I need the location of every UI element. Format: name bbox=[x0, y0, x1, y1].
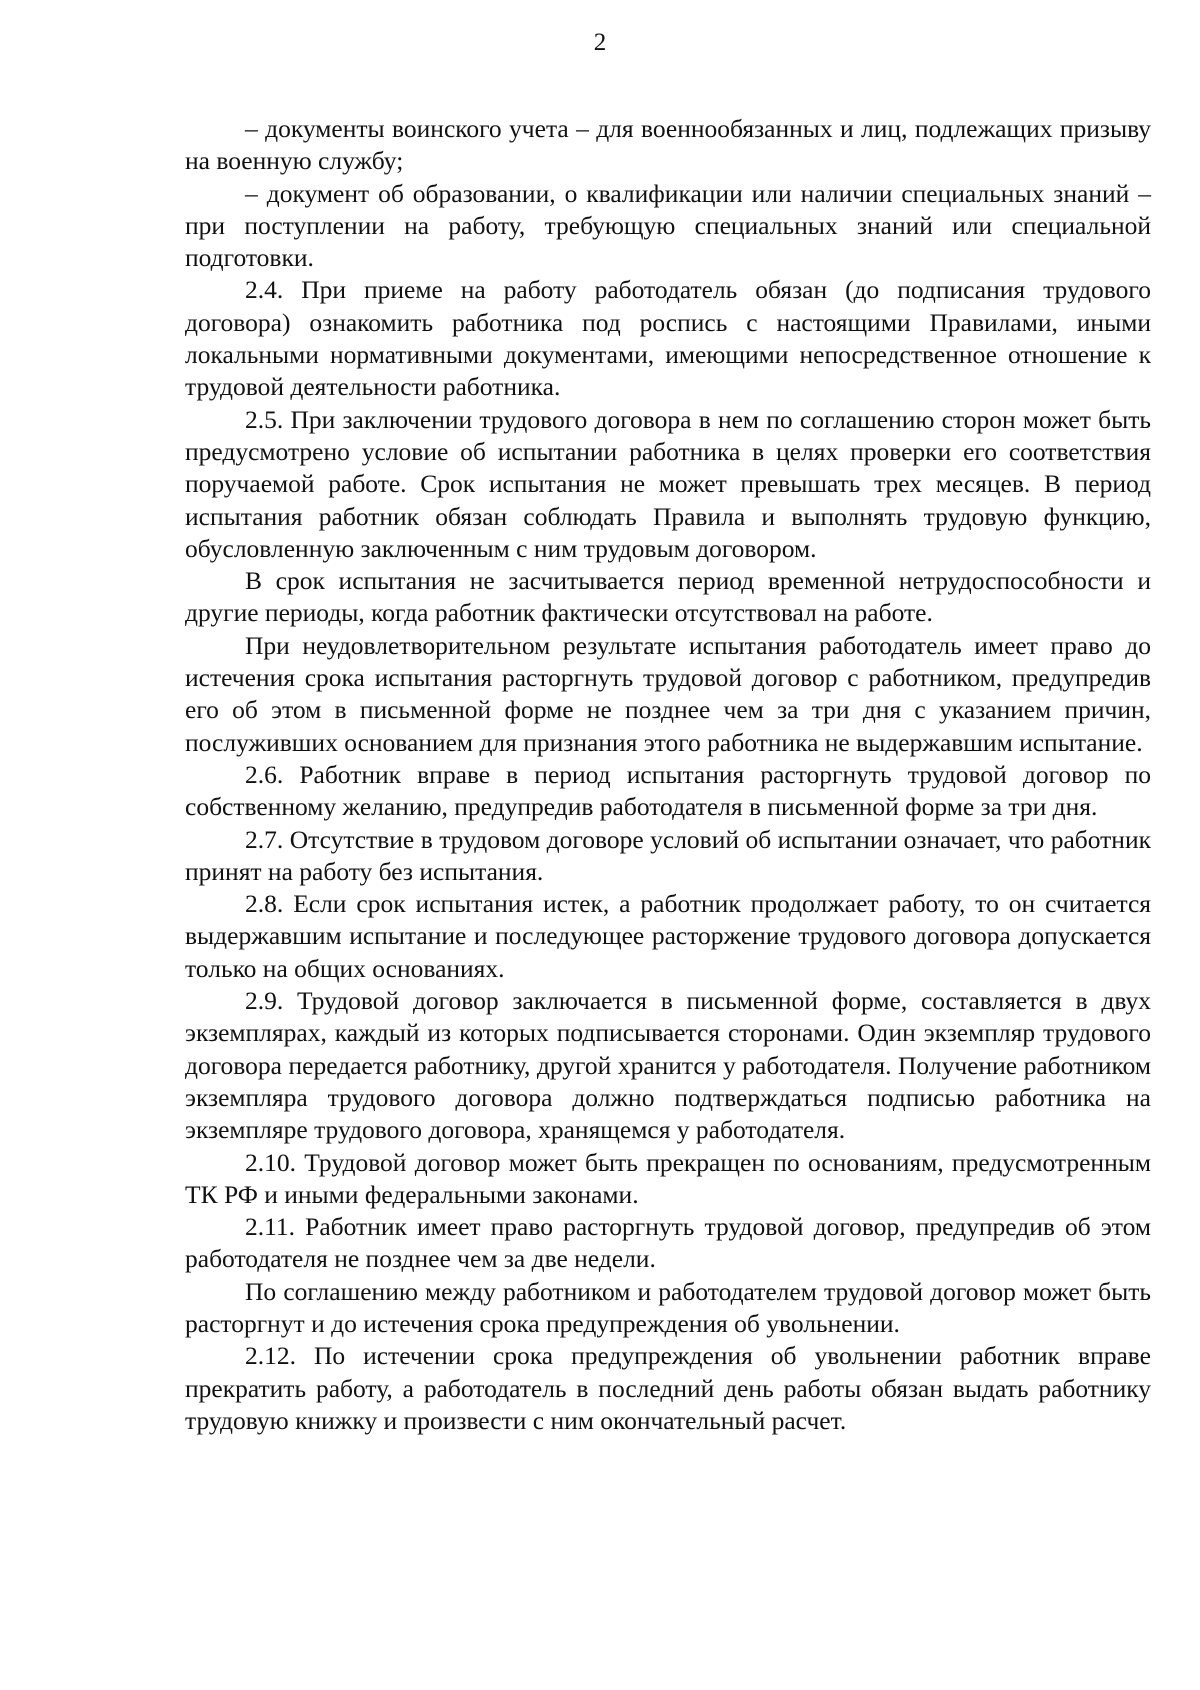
paragraph-2-6: 2.6. Работник вправе в период испытания расторгнуть трудовой договор по собственному желанию, предупредив работодателя в письменной форме за три дня. bbox=[185, 759, 1151, 822]
paragraph-2-5: 2.5. При заключении трудового договора в нем по соглашению сторон может быть предусмотрено условие об испытании работника в целях проверки его соответствия поручаемой работе. Срок испытания не может превышать трех месяцев. В период испытания работник обязан соблюдать Правила и выполнять трудовую функцию, обусловленную заключенным с ним трудовым договором. bbox=[185, 404, 1151, 563]
paragraph-2-9: 2.9. Трудовой договор заключается в письменной форме, составляется в двух экземплярах, каждый из которых подписывается сторонами. Один экземпляр трудового договора передается работнику, другой хранится у работодателя. Получение работником экземпляра трудового договора должно подтверждаться подписью работника на экземпляре трудового договора, хранящемся у работодателя. bbox=[185, 986, 1151, 1145]
document-body bbox=[185, 113, 1151, 1437]
paragraph-mutual-agreement: По соглашению между работником и работодателем трудовой договор может быть расторгнут и до истечения срока предупреждения об увольнении. bbox=[185, 1276, 1151, 1338]
paragraph-2-10: 2.10. Трудовой договор может быть прекращен по основаниям, предусмотренным ТК РФ и иными федеральными законами. bbox=[185, 1147, 1151, 1209]
paragraph-military-documents: – документы воинского учета – для военнообязанных и лиц, подлежащих призыву на военную службу; bbox=[185, 114, 1151, 176]
paragraph-2-8: 2.8. Если срок испытания истек, а работник продолжает работу, то он считается выдержавшим испытание и последующее расторжение трудового договора допускается только на общих основаниях. bbox=[185, 889, 1151, 983]
paragraph-2-12: 2.12. По истечении срока предупреждения об увольнении работник вправе прекратить работу, а работодатель в последний день работы обязан выдать работнику трудовую книжку и произвести с ним окончательный расчет. bbox=[185, 1341, 1151, 1435]
paragraph-education-documents: – документ об образовании, о квалификации или наличии специальных знаний – при поступлении на работу, требующую специальных знаний или специальной подготовки. bbox=[185, 178, 1151, 273]
page-number: 2 bbox=[593, 29, 607, 56]
paragraph-2-4: 2.4. При приеме на работу работодатель обязан (до подписания трудового договора) ознакомить работника под роспись с настоящими Правилами, иными локальными нормативными документами, имеющими непосредственное отношение к трудовой деятельности работника. bbox=[185, 275, 1151, 402]
paragraph-probation-exclusions: В срок испытания не засчитывается период временной нетрудоспособности и другие периоды, когда работник фактически отсутствовал на работе. bbox=[185, 566, 1151, 628]
paragraph-2-7: 2.7. Отсутствие в трудовом договоре условий об испытании означает, что работник принят на работу без испытания. bbox=[185, 824, 1151, 886]
paragraph-2-11: 2.11. Работник имеет право расторгнуть трудовой договор, предупредив об этом работодателя не позднее чем за две недели. bbox=[185, 1212, 1151, 1274]
paragraph-probation-failure: При неудовлетворительном результате испытания работодатель имеет право до истечения срока испытания расторгнуть трудовой договор с работником, предупредив его об этом в письменной форме не позднее чем за три дня с указанием причин, послуживших основанием для признания этого работника не выдержавшим испытание. bbox=[185, 630, 1151, 757]
